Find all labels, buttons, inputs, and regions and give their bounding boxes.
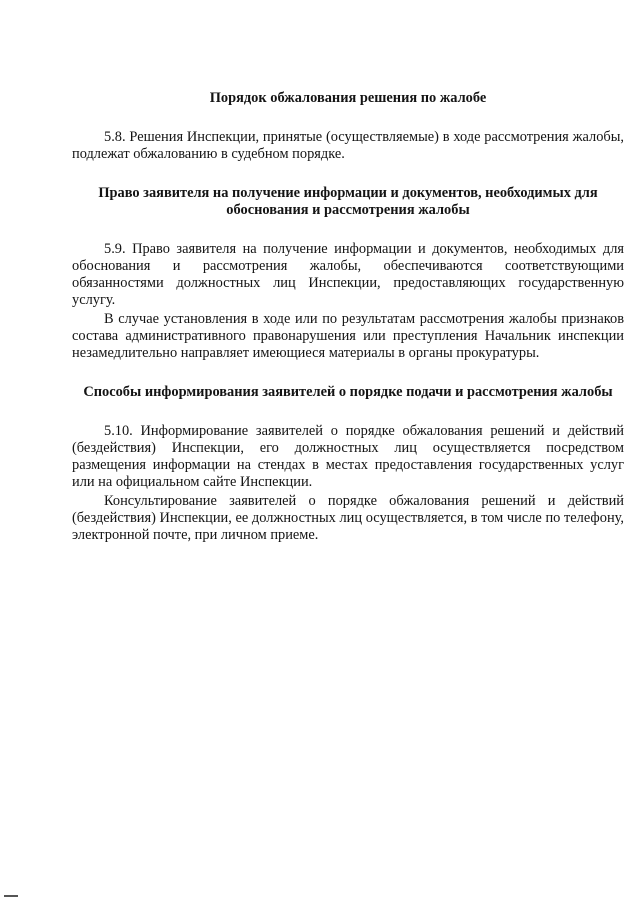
paragraph-5-10: 5.10. Информирование заявителей о порядке обжалования решений и действий (бездействия) Инспекции, его должностных лиц осуществляется посредством размещения информации на стендах в местах предоставления государственных услуг или на официальном сайте Инспекции.	[72, 423, 624, 490]
paragraph-5-9-continuation: В случае установления в ходе или по результатам рассмотрения жалобы признаков состава административного правонарушения или преступления Начальник инспекции незамедлительно направляет имеющиеся материалы в органы прокуратуры.	[72, 311, 624, 361]
section-heading-appeal-procedure: Порядок обжалования решения по жалобе	[209, 90, 487, 106]
section-heading-informing-methods: Способы информирования заявителей о порядке подачи и рассмотрения жалобы	[83, 384, 613, 400]
document-body	[72, 90, 624, 544]
scan-artifact-mark	[4, 895, 18, 897]
paragraph-5-8: 5.8. Решения Инспекции, принятые (осуществляемые) в ходе рассмотрения жалобы, подлежат обжалованию в судебном порядке.	[72, 129, 624, 162]
section-heading-right-to-information: Право заявителя на получение информации и документов, необходимых для обоснования и рассмотрения жалобы	[98, 185, 598, 218]
paragraph-5-10-continuation: Консультирование заявителей о порядке обжалования решений и действий (бездействия) Инспекции, ее должностных лиц осуществляется, в том числе по телефону, электронной почте, при личном приеме.	[72, 493, 624, 543]
paragraph-5-9: 5.9. Право заявителя на получение информации и документов, необходимых для обоснования и рассмотрения жалобы, обеспечиваются соответствующими обязанностями должностных лиц Инспекции, предоставляющих государственную услугу.	[72, 241, 624, 308]
